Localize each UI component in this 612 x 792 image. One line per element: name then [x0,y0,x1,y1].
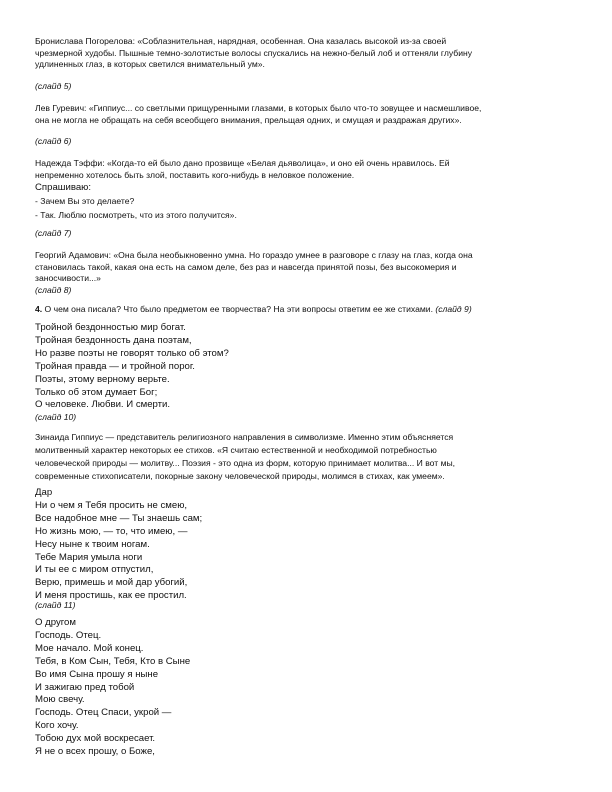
poem-title: Дар [35,487,53,498]
poem-line: И ты ее с миром отпустил, [35,564,154,576]
teffi-dialog-lines [35,196,580,221]
text-line: человеческой природы — молитву... Поэзия - это одна из форм, которую принимает молитва... И вот мы, [35,457,456,468]
poem-line: Несу ныне к твоим ногам. [35,538,150,550]
text-line: Георгий Адамович: «Она была необыкновенно умна. Но гораздо умнее в разговоре с глазу на глаз, когда она [35,250,473,260]
slide-ref: (слайд 7) [35,228,72,238]
text-line: она не могла не обращать на себя всеобщего внимания, прельщая одних, и смущая и раздражая других». [35,114,462,125]
religious-paragraph [35,432,580,482]
text-line: Надежда Тэффи: «Когда-то ей было дано прозвище «Белая дьяволица», и оно ей очень нравилось. Ей [35,158,450,168]
section-4-heading [35,304,580,316]
poem-line: И зажигаю пред тобой [35,681,135,693]
text-line: удлиненных глаз, в которых светился внимательный ум». [35,59,265,70]
poem-line: Все надобное мне — Ты знаешь сам; [35,512,203,524]
poem-line: Кого хочу. [35,720,79,732]
slide-ref: (слайд 11) [35,600,76,610]
poem-line: Верю, примешь и мой дар убогий, [35,577,188,589]
text-line: молитвенный характер некоторых ее стихов. «Я считаю естественной и необходимой потребностью [35,444,437,455]
poem-line: Тройной бездонностью мир богат. [35,322,186,333]
slide-ref: (слайд 10) [35,412,77,422]
quote-gurevich [35,103,580,126]
poem-line: И меня простишь, как ее простил. [35,590,187,602]
poem-line: Поэты, этому верному верьте. [35,373,170,385]
poem-line: Тебя, в Ком Сын, Тебя, Кто в Сыне [35,655,191,667]
poem-line: О человеке. Любви. И смерти. [35,399,171,411]
poem-line: Тобою дух мой воскресает. [35,733,156,745]
poem-line: Но разве поэты не говорят только об этом? [35,347,229,359]
poem-line: Ни о чем я Тебя просить не смею, [35,499,188,511]
quote-teffi [35,158,580,181]
poem-o-drugom [35,617,580,759]
text-line: современные стихописатели, покорные закону человеческой природы, молимся в стихах, как умеем». [35,470,445,481]
poem-dar [35,487,580,603]
section-number: 4. [35,304,43,314]
poem-title: О другом [35,617,76,628]
text-line: Лев Гуревич: «Гиппиус... со светлыми прищуренными глазами, в которых было что-то зовущее и насмешливое, [35,103,482,113]
text-line: Зинаида Гиппиус — представитель религиозного направления в символизме. Именно этим объясняется [35,432,454,442]
slide-ref: (слайд 9) [435,304,472,314]
poem-line: Господь. Отец. [35,629,102,641]
poem-line: Во имя Сына прошу я ныне [35,668,159,680]
text-line: чрезмерной худобы. Пышные темно-золотистые волосы спускались на нежно-белый лоб и оттеняли глубину [35,47,473,58]
poem-line: Но жизнь мою, — то, что имею, — [35,525,188,537]
teffi-dialog [35,182,580,195]
poem-line: Господь. Отец Спаси, укрой — [35,707,172,719]
slide-ref: (слайд 8) [35,285,72,295]
slide-ref: (слайд 5) [35,81,72,91]
text-line: - Зачем Вы это делаете? [35,196,135,206]
poem-line: Мою свечу. [35,694,85,706]
poem-line: Тройная правда — и тройной порог. [35,360,195,372]
poem-line: Тройная бездонность дана поэтам, [35,334,192,346]
text-line: непременно хотелось быть злой, поставить кого-нибудь в неловкое положение. [35,169,355,180]
poem-line: Только об этом думает Бог; [35,386,158,398]
slide-ref: (слайд 6) [35,136,72,146]
poem-line: Тебе Мария умыла ноги [35,551,143,563]
text-line: заносчивости...» [35,273,101,284]
text-line: - Так. Люблю посмотреть, что из этого получится». [35,209,237,220]
quote-adamovich [35,250,580,285]
poem-triple [35,322,580,412]
text-line: становилась такой, какая она есть на самом деле, без раз и навсегда принятой позы, без высокомерия и [35,261,457,272]
quote-pogorelova [35,36,580,71]
text-line: Спрашиваю: [35,182,92,193]
section-text: О чем она писала? Что было предметом ее творчества? На эти вопросы ответим ее же стихами. [42,304,433,314]
text-line: Бронислава Погорелова: «Соблазнительная, нарядная, особенная. Она казалась высокой из-за своей [35,36,447,46]
poem-line: Мое начало. Мой конец. [35,642,144,654]
poem-line: Я не о всех прошу, о Боже, [35,746,155,758]
